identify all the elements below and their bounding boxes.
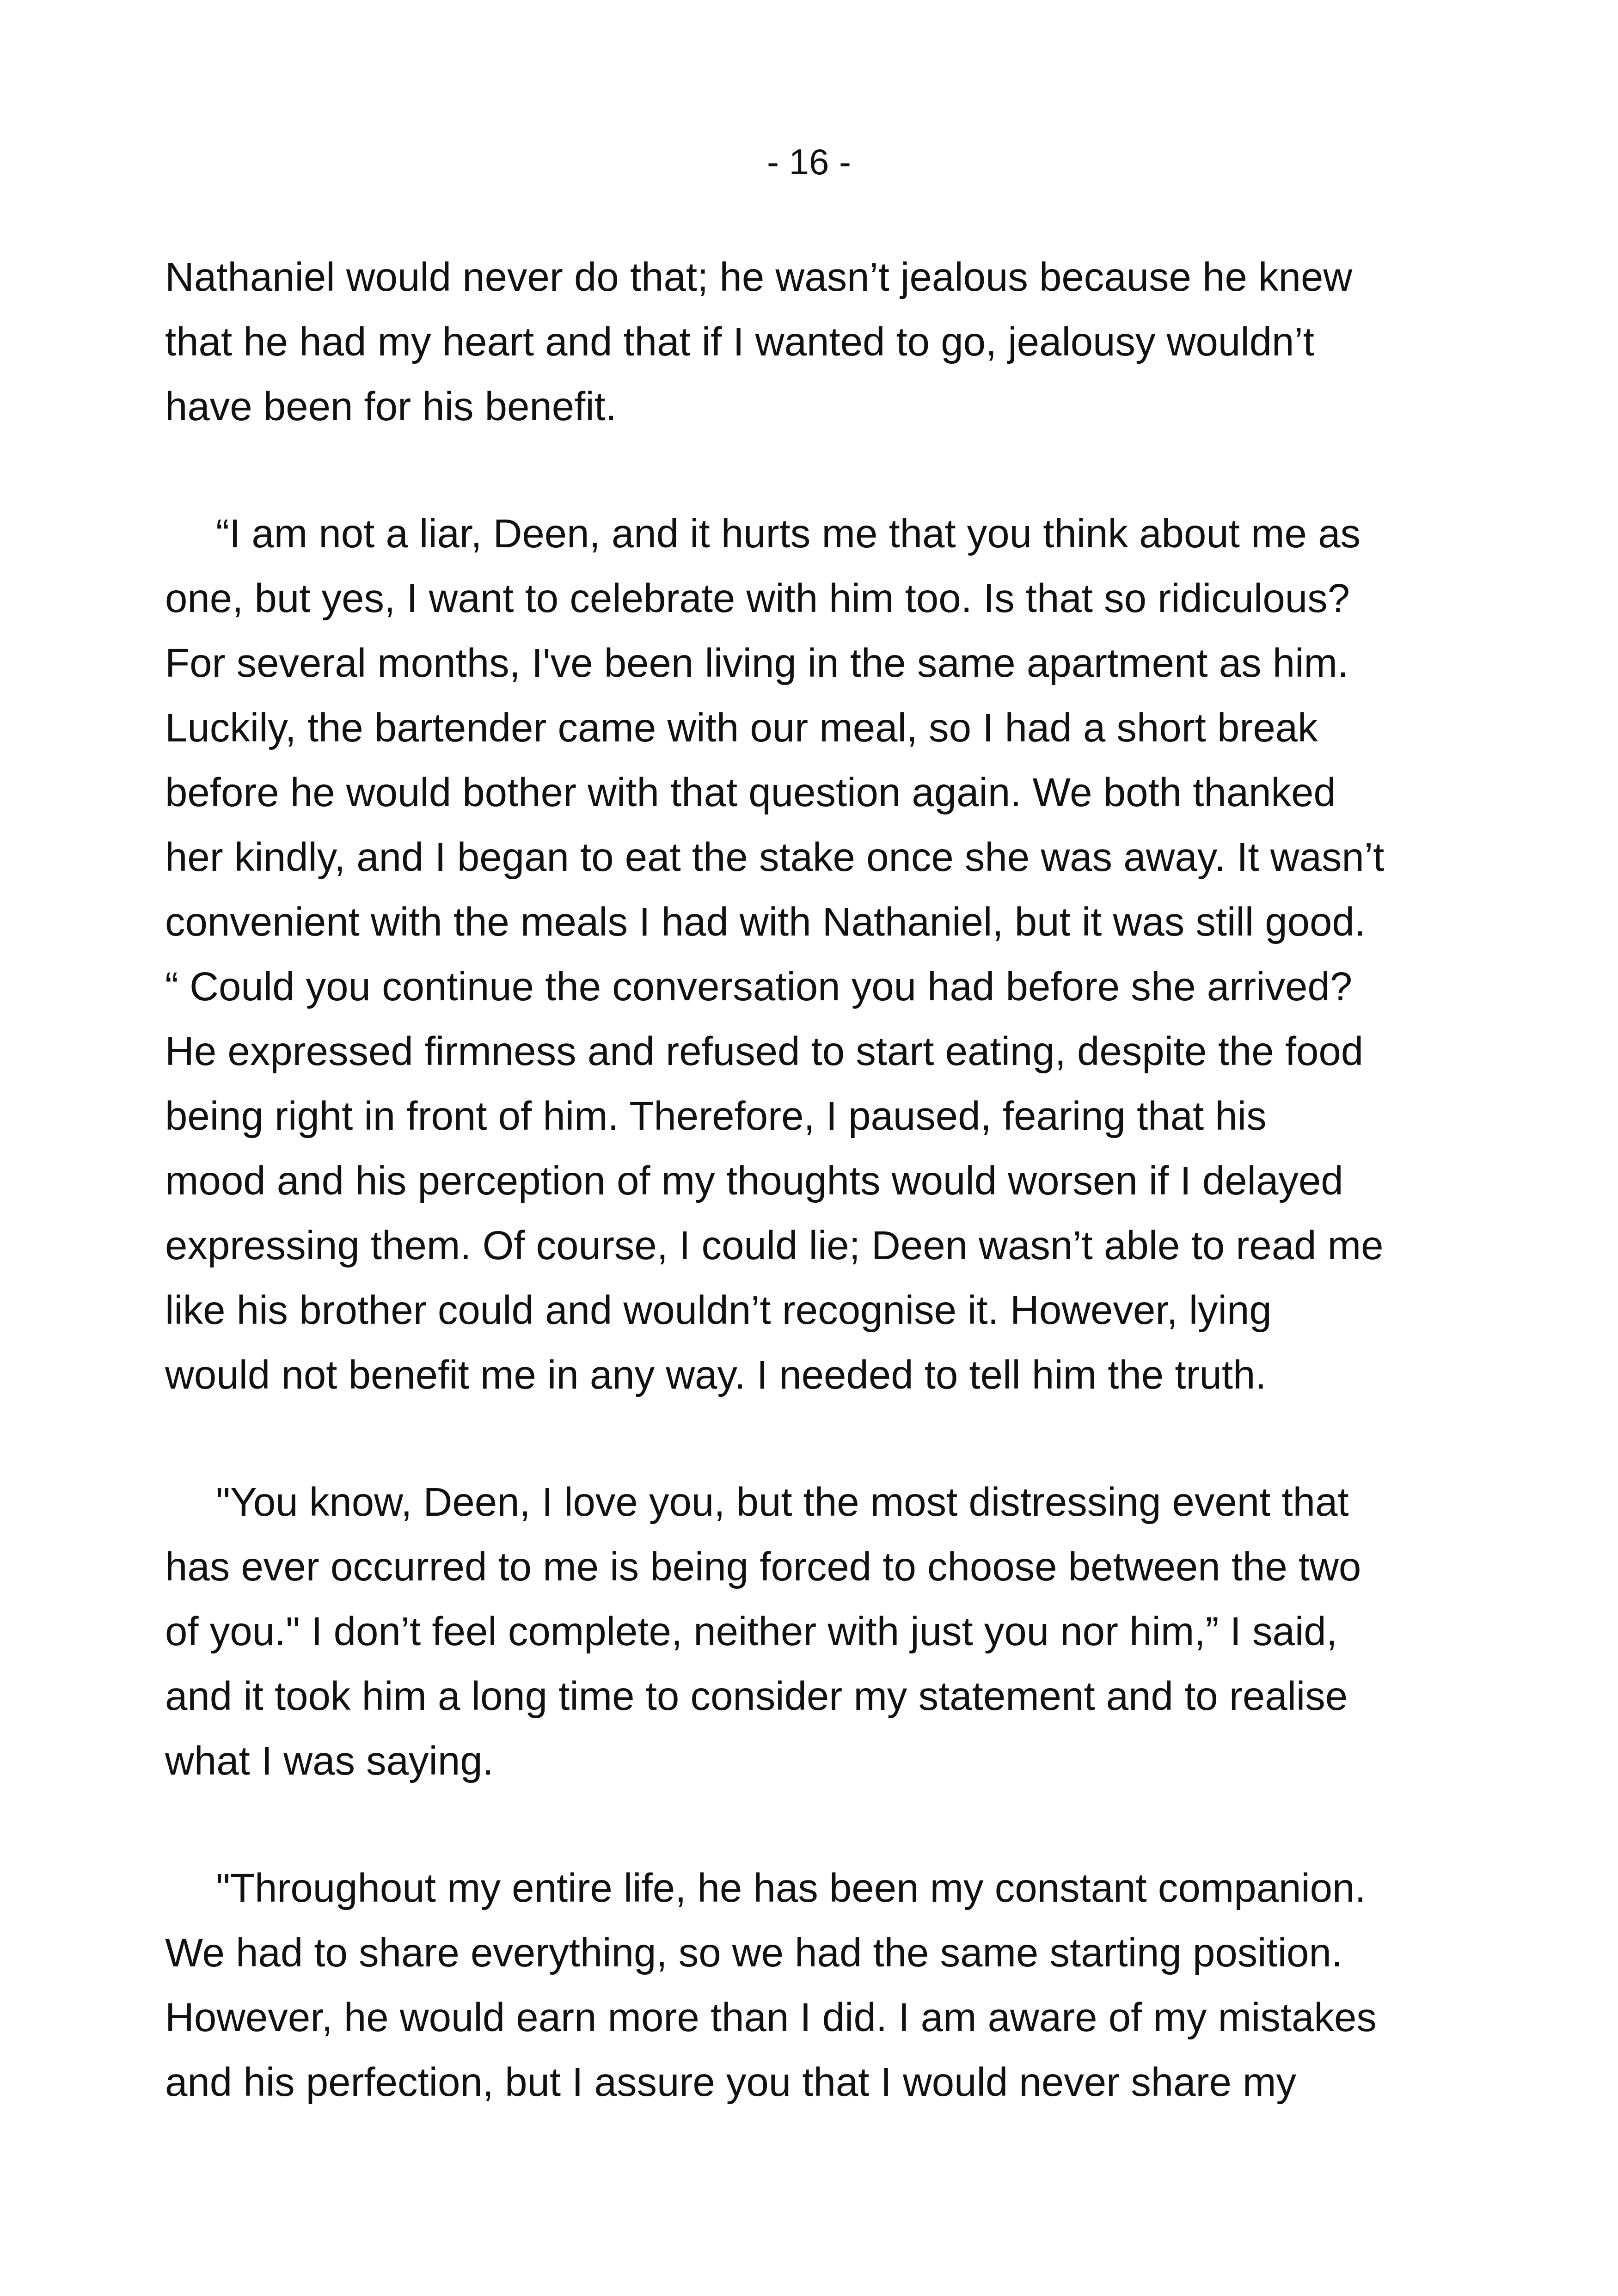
text-line: her kindly, and I began to eat the stake once she was away. It wasn’t	[165, 835, 1385, 880]
paragraph-4	[165, 1856, 1473, 2115]
text-line: However, he would earn more than I did. I am aware of my mistakes	[165, 1995, 1377, 2040]
text-line: being right in front of him. Therefore, I paused, fearing that his	[165, 1094, 1267, 1139]
text-line: We had to share everything, so we had the same starting position.	[165, 1930, 1343, 1975]
text-line: one, but yes, I want to celebrate with him too. Is that so ridiculous?	[165, 576, 1350, 621]
text-line: before he would bother with that question again. We both thanked	[165, 770, 1336, 815]
text-line: Nathaniel would never do that; he wasn’t jealous because he knew	[165, 255, 1353, 300]
paragraph-1	[165, 245, 1473, 439]
text-line	[165, 1470, 1473, 1535]
text-line-content: "You know, Deen, I love you, but the most distressing event that	[216, 1480, 1349, 1525]
body-text	[165, 245, 1473, 2115]
paragraph-2	[165, 502, 1473, 1408]
text-line: like his brother could and wouldn’t recognise it. However, lying	[165, 1288, 1272, 1333]
text-line: “ Could you continue the conversation you had before she arrived?	[165, 964, 1353, 1009]
paragraph-3	[165, 1470, 1473, 1794]
text-line: expressing them. Of course, I could lie; Deen wasn’t able to read me	[165, 1223, 1384, 1268]
text-line: that he had my heart and that if I wanted to go, jealousy wouldn’t	[165, 319, 1314, 364]
text-line: and it took him a long time to consider my statement and to realise	[165, 1674, 1348, 1719]
text-line: convenient with the meals I had with Nathaniel, but it was still good.	[165, 900, 1366, 944]
text-line-content: "Throughout my entire life, he has been my constant companion.	[216, 1866, 1366, 1910]
text-line: have been for his benefit.	[165, 384, 617, 429]
text-line: For several months, I've been living in the same apartment as him.	[165, 641, 1349, 686]
text-line-content: “I am not a liar, Deen, and it hurts me that you think about me as	[216, 511, 1361, 556]
text-line: He expressed firmness and refused to start eating, despite the food	[165, 1029, 1364, 1074]
page-number: - 16 -	[766, 141, 852, 182]
text-line: what I was saying.	[165, 1739, 494, 1783]
text-line: and his perfection, but I assure you that I would never share my	[165, 2060, 1297, 2105]
text-line: has ever occurred to me is being forced to choose between the two	[165, 1544, 1361, 1589]
text-line: of you." I don’t feel complete, neither with just you nor him,” I said,	[165, 1609, 1337, 1654]
text-line	[165, 1856, 1473, 1921]
text-line: Luckily, the bartender came with our meal, so I had a short break	[165, 705, 1318, 750]
text-line	[165, 502, 1473, 566]
text-line: mood and his perception of my thoughts would worsen if I delayed	[165, 1158, 1343, 1203]
text-line: would not benefit me in any way. I needed to tell him the truth.	[165, 1353, 1267, 1397]
